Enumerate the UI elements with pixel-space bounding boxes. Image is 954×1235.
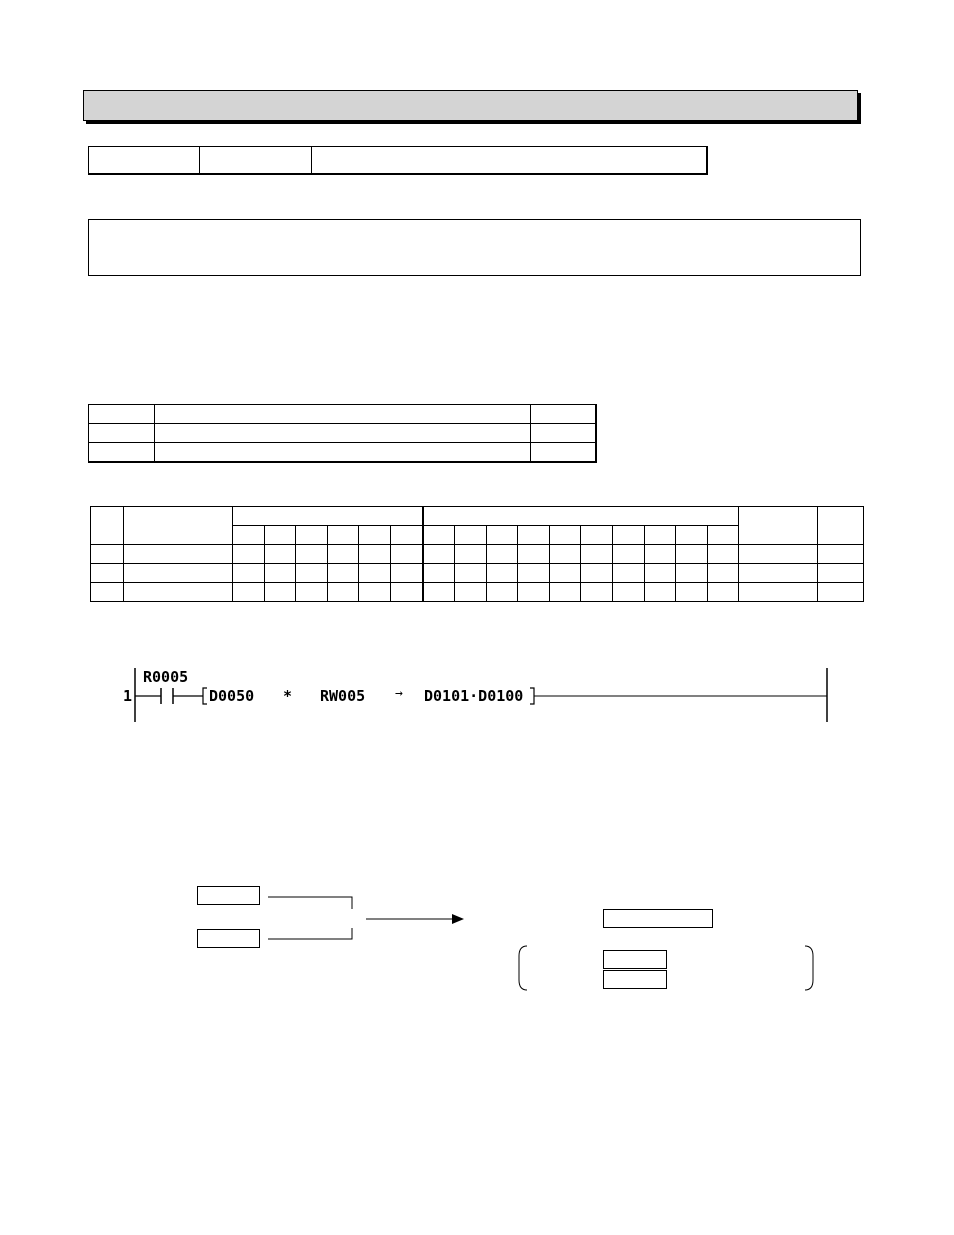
result-brackets [515, 944, 820, 994]
source-box-2 [197, 929, 260, 948]
device-usage-table [90, 506, 864, 602]
table-row [89, 405, 597, 424]
destination-operand: D0101·D0100 [424, 687, 524, 705]
header-cell-1 [89, 147, 200, 173]
rung-number: 1 [123, 687, 133, 705]
arrow-symbol: → [395, 686, 403, 701]
result-box [603, 909, 713, 928]
section-title-banner [83, 90, 858, 121]
ladder-diagram [115, 660, 835, 730]
instruction-header-row [88, 146, 708, 175]
header-cell-2 [200, 147, 312, 173]
operation-connector [260, 890, 480, 950]
table-row [91, 583, 864, 602]
description-box [88, 219, 861, 276]
table-row [89, 424, 597, 443]
operand-2: RW005 [320, 687, 366, 705]
operand-table [88, 404, 597, 463]
contact-label: R0005 [143, 668, 189, 686]
table-row [91, 545, 864, 564]
operand-1: D0050 [209, 687, 255, 705]
table-row [91, 564, 864, 583]
header-cell-3 [312, 147, 706, 173]
table-header-row [91, 507, 864, 526]
table-row [89, 443, 597, 463]
operator: * [283, 687, 293, 705]
source-box-1 [197, 886, 260, 905]
